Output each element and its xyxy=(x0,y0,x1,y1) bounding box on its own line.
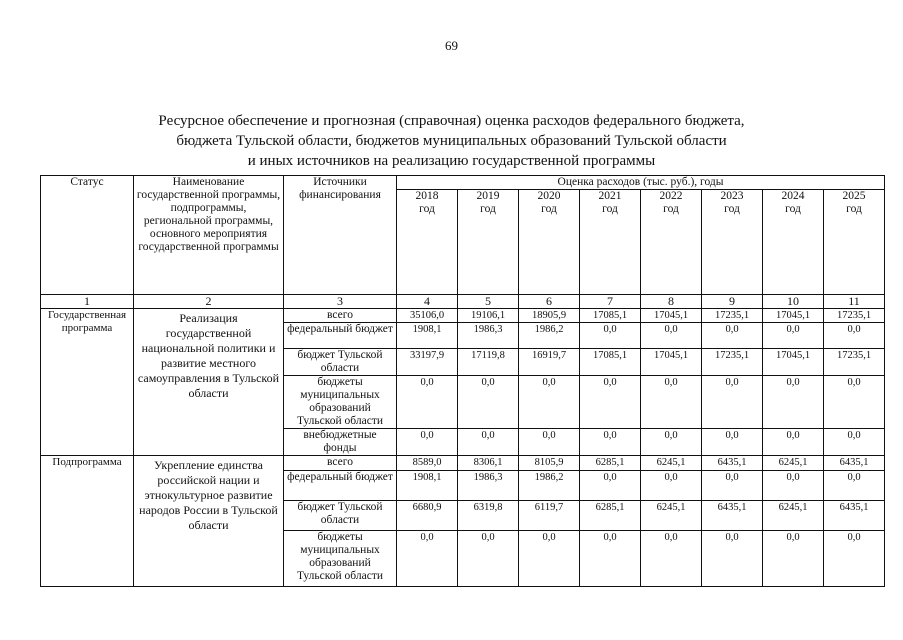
expense-value: 6245,1 xyxy=(641,501,702,531)
expense-value: 1986,2 xyxy=(519,471,580,501)
year-unit: год xyxy=(541,203,557,215)
expense-value: 0,0 xyxy=(580,531,641,587)
expense-value: 1986,3 xyxy=(458,323,519,349)
expense-value: 0,0 xyxy=(641,429,702,456)
year-unit: год xyxy=(846,203,862,215)
expense-value: 33197,9 xyxy=(397,349,458,376)
title-line: Ресурсное обеспечение и прогнозная (справочная) оценка расходов федерального бюджета, xyxy=(158,113,745,129)
header-estimate: Оценка расходов (тыс. руб.), годы xyxy=(397,176,885,190)
year-value: 2021 xyxy=(598,190,622,202)
header-year xyxy=(580,190,641,295)
funding-source: федеральный бюджет xyxy=(284,323,397,349)
expense-value: 0,0 xyxy=(702,531,763,587)
expense-value: 0,0 xyxy=(397,429,458,456)
column-number: 5 xyxy=(458,295,519,309)
expense-value: 17085,1 xyxy=(580,349,641,376)
resource-table xyxy=(40,175,885,587)
expense-value: 6245,1 xyxy=(641,456,702,471)
expense-value: 0,0 xyxy=(641,471,702,501)
expense-value: 0,0 xyxy=(397,376,458,429)
expense-value: 0,0 xyxy=(824,376,885,429)
expense-value: 0,0 xyxy=(458,531,519,587)
expense-value: 0,0 xyxy=(824,471,885,501)
expense-value: 0,0 xyxy=(763,531,824,587)
expense-value: 6285,1 xyxy=(580,501,641,531)
expense-value: 1908,1 xyxy=(397,471,458,501)
expense-value: 0,0 xyxy=(519,531,580,587)
expense-value: 6435,1 xyxy=(824,456,885,471)
expense-value: 6435,1 xyxy=(702,456,763,471)
expense-value: 0,0 xyxy=(763,376,824,429)
year-value: 2020 xyxy=(537,190,561,202)
year-unit: год xyxy=(785,203,801,215)
year-unit: год xyxy=(724,203,740,215)
expense-value: 0,0 xyxy=(641,323,702,349)
year-unit: год xyxy=(602,203,618,215)
expense-value: 0,0 xyxy=(580,429,641,456)
expense-value: 0,0 xyxy=(702,471,763,501)
expense-value: 0,0 xyxy=(397,531,458,587)
expense-value: 1908,1 xyxy=(397,323,458,349)
column-number: 3 xyxy=(284,295,397,309)
row-status: Подпрограмма xyxy=(41,456,134,587)
header-name: Наименование государственной программы, подпрограммы, региональной программы, основного мероприятия государственной программы xyxy=(134,176,284,295)
expense-value: 0,0 xyxy=(763,323,824,349)
expense-value: 17045,1 xyxy=(641,309,702,323)
funding-source: федеральный бюджет xyxy=(284,471,397,501)
expense-value: 6119,7 xyxy=(519,501,580,531)
expense-value: 6680,9 xyxy=(397,501,458,531)
funding-source: внебюджетные фонды xyxy=(284,429,397,456)
expense-value: 0,0 xyxy=(763,429,824,456)
year-value: 2022 xyxy=(659,190,683,202)
expense-value: 19106,1 xyxy=(458,309,519,323)
year-unit: год xyxy=(663,203,679,215)
column-number: 6 xyxy=(519,295,580,309)
expense-value: 17045,1 xyxy=(763,309,824,323)
expense-value: 17045,1 xyxy=(763,349,824,376)
expense-value: 6285,1 xyxy=(580,456,641,471)
expense-value: 17045,1 xyxy=(641,349,702,376)
expense-value: 16919,7 xyxy=(519,349,580,376)
funding-source: бюджеты муниципальных образований Тульской области xyxy=(284,376,397,429)
funding-source: всего xyxy=(284,309,397,323)
header-year xyxy=(702,190,763,295)
year-value: 2025 xyxy=(842,190,866,202)
funding-source: бюджет Тульской области xyxy=(284,349,397,376)
year-value: 2023 xyxy=(720,190,744,202)
expense-value: 8105,9 xyxy=(519,456,580,471)
expense-value: 0,0 xyxy=(824,323,885,349)
expense-value: 6435,1 xyxy=(824,501,885,531)
row-status: Государственная программа xyxy=(41,309,134,456)
expense-value: 17085,1 xyxy=(580,309,641,323)
expense-value: 0,0 xyxy=(519,429,580,456)
expense-value: 0,0 xyxy=(763,471,824,501)
expense-value: 0,0 xyxy=(580,376,641,429)
column-number: 2 xyxy=(134,295,284,309)
expense-value: 6435,1 xyxy=(702,501,763,531)
header-year xyxy=(458,190,519,295)
expense-value: 0,0 xyxy=(519,376,580,429)
expense-value: 0,0 xyxy=(824,531,885,587)
expense-value: 0,0 xyxy=(458,376,519,429)
year-unit: год xyxy=(480,203,496,215)
expense-value: 0,0 xyxy=(702,429,763,456)
expense-value: 0,0 xyxy=(641,531,702,587)
expense-value: 0,0 xyxy=(824,429,885,456)
title-line: бюджета Тульской области, бюджетов муниципальных образований Тульской области xyxy=(176,133,727,149)
expense-value: 8306,1 xyxy=(458,456,519,471)
expense-value: 6245,1 xyxy=(763,501,824,531)
header-year xyxy=(641,190,702,295)
header-year xyxy=(519,190,580,295)
header-status: Статус xyxy=(41,176,134,295)
header-year xyxy=(397,190,458,295)
program-name: Укрепление единства российской нации и этнокультурное развитие народов России в Тульской области xyxy=(134,456,284,587)
header-sources: Источники финансирования xyxy=(284,176,397,295)
year-unit: год xyxy=(419,203,435,215)
year-value: 2019 xyxy=(476,190,500,202)
title-line: и иных источников на реализацию государственной программы xyxy=(247,153,656,169)
expense-value: 6245,1 xyxy=(763,456,824,471)
column-number: 10 xyxy=(763,295,824,309)
header-year xyxy=(824,190,885,295)
expense-value: 1986,3 xyxy=(458,471,519,501)
expense-value: 0,0 xyxy=(458,429,519,456)
column-number: 11 xyxy=(824,295,885,309)
year-value: 2024 xyxy=(781,190,805,202)
page-number: 69 xyxy=(445,38,458,53)
funding-source: бюджеты муниципальных образований Тульской области xyxy=(284,531,397,587)
program-name: Реализация государственной национальной политики и развитие местного самоуправления в Тульской области xyxy=(134,309,284,456)
funding-source: бюджет Тульской области xyxy=(284,501,397,531)
expense-value: 0,0 xyxy=(580,323,641,349)
expense-value: 17119,8 xyxy=(458,349,519,376)
expense-value: 1986,2 xyxy=(519,323,580,349)
expense-value: 17235,1 xyxy=(824,349,885,376)
expense-value: 35106,0 xyxy=(397,309,458,323)
column-number: 9 xyxy=(702,295,763,309)
expense-value: 6319,8 xyxy=(458,501,519,531)
column-number: 4 xyxy=(397,295,458,309)
expense-value: 0,0 xyxy=(702,376,763,429)
expense-value: 0,0 xyxy=(641,376,702,429)
table-row xyxy=(41,309,885,323)
header-year xyxy=(763,190,824,295)
expense-value: 0,0 xyxy=(580,471,641,501)
expense-value: 17235,1 xyxy=(702,309,763,323)
column-number: 8 xyxy=(641,295,702,309)
column-number: 7 xyxy=(580,295,641,309)
table-row xyxy=(41,456,885,471)
expense-value: 8589,0 xyxy=(397,456,458,471)
year-value: 2018 xyxy=(415,190,439,202)
expense-value: 17235,1 xyxy=(702,349,763,376)
expense-value: 18905,9 xyxy=(519,309,580,323)
column-number: 1 xyxy=(41,295,134,309)
funding-source: всего xyxy=(284,456,397,471)
expense-value: 17235,1 xyxy=(824,309,885,323)
document-title xyxy=(0,111,903,171)
expense-value: 0,0 xyxy=(702,323,763,349)
